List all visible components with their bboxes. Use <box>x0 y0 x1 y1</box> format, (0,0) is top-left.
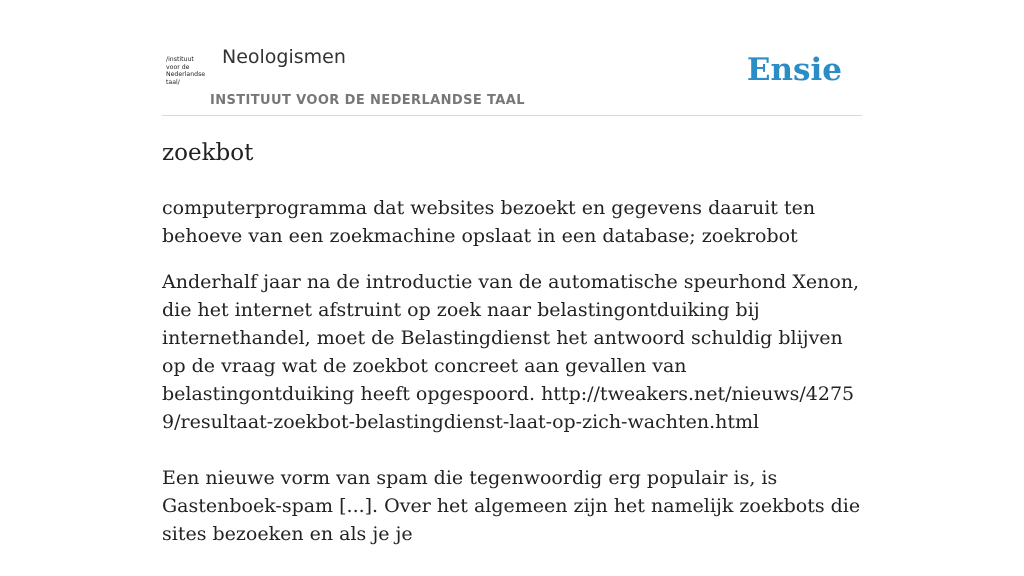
example-text: Een nieuwe vorm van spam die tegenwoordig erg populair is, is Gastenboek-spam [...]. Over het algemeen zijn het namelijk zoekbots die sites bezoeken en als je je <box>162 467 861 545</box>
example-text: Anderhalf jaar na de introductie van de automatische speurhond Xenon, die het internet afstruint op zoek naar belastingontduiking bij internethandel, moet de Belastingdienst het antwoord schuldig blijven op de vraag wat de zoekbot concreet aan gevallen van belastingontduiking heeft opgespoord. <box>162 271 860 405</box>
logo-line: Nederlandse <box>166 71 206 79</box>
source-subtitle: INSTITUUT VOOR DE NEDERLANDSE TAAL <box>210 93 525 108</box>
content-container <box>162 0 862 545</box>
example-quote <box>162 464 862 548</box>
logo-line: voor de <box>166 63 190 71</box>
example-source-url: http://tweakers.net/nieuws/42759/resultaat-zoekbot-belastingdienst-laat-op-zich-wachten.html <box>162 383 855 433</box>
examples <box>162 268 862 576</box>
entry-definition: computerprogramma dat websites bezoekt en gegevens daaruit ten behoeve van een zoekmachine opslaat in een database; zoekrobot <box>162 197 816 247</box>
logo-line: taal/ <box>166 78 180 86</box>
ensie-brand-logo[interactable]: Ensie <box>746 52 842 88</box>
ivdnt-logo[interactable] <box>166 56 208 90</box>
entry-term: zoekbot <box>162 140 254 166</box>
example-quote <box>162 268 862 436</box>
logo-line: /instituut <box>166 56 194 63</box>
header <box>162 0 862 116</box>
source-title[interactable]: Neologismen <box>222 46 346 68</box>
